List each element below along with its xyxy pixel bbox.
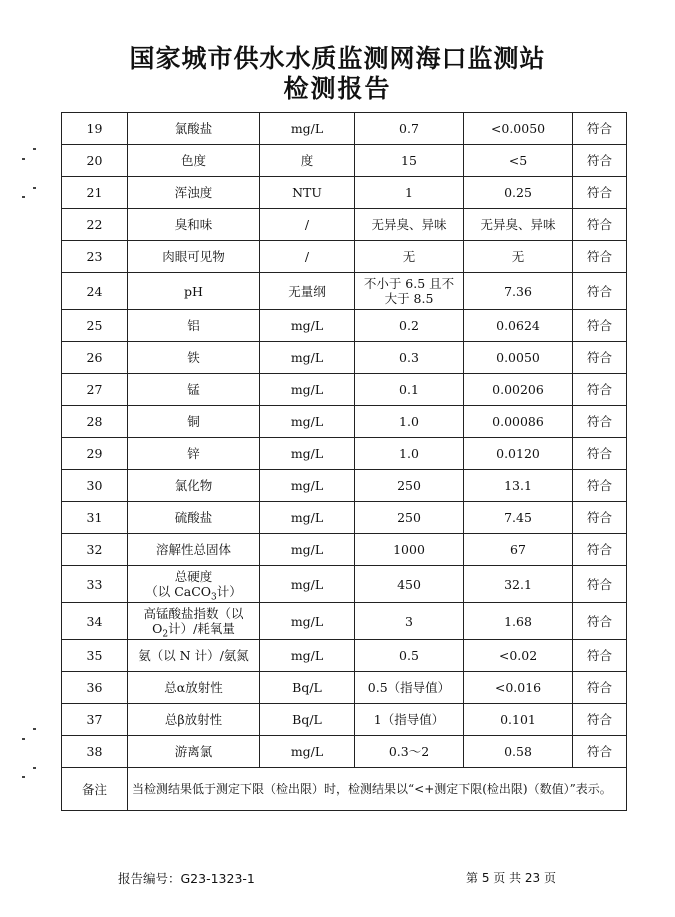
row-number-cell: 38 [62, 736, 128, 768]
limit-value-cell: 0.3～2 [355, 736, 464, 768]
report-title: 检测报告 [283, 74, 392, 103]
table-row [62, 502, 627, 534]
limit-value-cell: 1.0 [355, 438, 464, 470]
unit-cell: mg/L [260, 502, 355, 534]
limit-value-cell: 不小于 6.5 且不大于 8.5 [355, 273, 464, 310]
item-name-cell: 氯化物 [128, 470, 260, 502]
result-value-cell: 1.68 [464, 603, 573, 640]
item-name-text: 计）/耗氧量 [168, 621, 235, 636]
verdict-cell: 符合 [573, 566, 627, 603]
verdict-cell: 符合 [573, 113, 627, 145]
limit-value-cell: 3 [355, 603, 464, 640]
unit-cell: mg/L [260, 438, 355, 470]
note-row [62, 768, 627, 811]
verdict-cell: 符合 [573, 209, 627, 241]
row-number-cell: 22 [62, 209, 128, 241]
result-value-cell: 0.25 [464, 177, 573, 209]
row-number-cell: 26 [62, 342, 128, 374]
row-number-cell: 19 [62, 113, 128, 145]
unit-cell: / [260, 241, 355, 273]
result-value-cell: 无异臭、异味 [464, 209, 573, 241]
scan-mark [22, 738, 25, 740]
unit-cell: mg/L [260, 342, 355, 374]
item-name-cell: pH [128, 273, 260, 310]
row-number-cell: 36 [62, 672, 128, 704]
table-row [62, 374, 627, 406]
result-value-cell: 0.0120 [464, 438, 573, 470]
item-name-cell: 铁 [128, 342, 260, 374]
table-row [62, 209, 627, 241]
row-number-cell: 37 [62, 704, 128, 736]
item-name-cell: 游离氯 [128, 736, 260, 768]
result-value-cell: 0.00086 [464, 406, 573, 438]
unit-cell: Bq/L [260, 672, 355, 704]
limit-value-cell: 250 [355, 470, 464, 502]
limit-value-cell: 无异臭、异味 [355, 209, 464, 241]
table-row [62, 241, 627, 273]
verdict-cell: 符合 [573, 406, 627, 438]
note-label: 备注 [62, 768, 128, 811]
table-row [62, 566, 627, 603]
verdict-cell: 符合 [573, 342, 627, 374]
item-name-cell: 硫酸盐 [128, 502, 260, 534]
row-number-cell: 24 [62, 273, 128, 310]
table-row [62, 736, 627, 768]
row-number-cell: 28 [62, 406, 128, 438]
row-number-cell: 20 [62, 145, 128, 177]
page-indicator: 第 5 页 共 23 页 [466, 871, 556, 885]
unit-cell: mg/L [260, 470, 355, 502]
table-row [62, 672, 627, 704]
result-value-cell: 0.58 [464, 736, 573, 768]
scan-mark [22, 776, 25, 778]
result-value-cell: 0.00206 [464, 374, 573, 406]
scan-mark [33, 148, 36, 150]
unit-cell: mg/L [260, 603, 355, 640]
item-name-cell: 溶解性总固体 [128, 534, 260, 566]
limit-value-cell: 0.5（指导值） [355, 672, 464, 704]
limit-value-cell: 0.2 [355, 310, 464, 342]
station-title: 国家城市供水水质监测网海口监测站 [129, 44, 546, 73]
scan-mark [33, 728, 36, 730]
limit-value-cell: 15 [355, 145, 464, 177]
row-number-cell: 21 [62, 177, 128, 209]
table-row [62, 177, 627, 209]
subscript-text: 3 [211, 592, 217, 603]
limit-value-cell: 0.7 [355, 113, 464, 145]
unit-cell: mg/L [260, 534, 355, 566]
item-name-cell: 铜 [128, 406, 260, 438]
row-number-cell: 34 [62, 603, 128, 640]
limit-value-cell: 1 [355, 177, 464, 209]
verdict-cell: 符合 [573, 672, 627, 704]
item-name-cell: 浑浊度 [128, 177, 260, 209]
unit-cell: mg/L [260, 640, 355, 672]
verdict-cell: 符合 [573, 704, 627, 736]
limit-value-cell: 无 [355, 241, 464, 273]
scan-mark [33, 767, 36, 769]
result-value-cell: 0.101 [464, 704, 573, 736]
item-name-cell [128, 566, 260, 603]
results-table-body [62, 113, 627, 768]
subscript-text: 2 [162, 629, 169, 640]
item-name-text: （以 CaCO [145, 584, 212, 599]
limit-value-cell: 0.1 [355, 374, 464, 406]
report-header [0, 44, 675, 104]
limit-value-cell: 0.5 [355, 640, 464, 672]
result-value-cell: 67 [464, 534, 573, 566]
result-value-cell: 32.1 [464, 566, 573, 603]
item-name-text: 计） [216, 584, 242, 599]
unit-cell: mg/L [260, 566, 355, 603]
unit-cell: NTU [260, 177, 355, 209]
table-row [62, 438, 627, 470]
table-row [62, 406, 627, 438]
row-number-cell: 27 [62, 374, 128, 406]
scan-mark [22, 196, 25, 198]
results-table [61, 112, 627, 811]
result-value-cell: 0.0050 [464, 342, 573, 374]
verdict-cell: 符合 [573, 273, 627, 310]
table-row [62, 273, 627, 310]
item-name-cell: 总β放射性 [128, 704, 260, 736]
verdict-cell: 符合 [573, 241, 627, 273]
result-value-cell: <5 [464, 145, 573, 177]
unit-cell: / [260, 209, 355, 241]
limit-value-cell: 1000 [355, 534, 464, 566]
item-name-line: 高锰酸盐指数（以 [143, 606, 244, 621]
row-number-cell: 29 [62, 438, 128, 470]
unit-cell: mg/L [260, 406, 355, 438]
unit-cell: mg/L [260, 310, 355, 342]
row-number-cell: 32 [62, 534, 128, 566]
item-name-cell: 色度 [128, 145, 260, 177]
result-value-cell: 7.36 [464, 273, 573, 310]
item-name-text: O [152, 621, 163, 636]
row-number-cell: 31 [62, 502, 128, 534]
table-row [62, 534, 627, 566]
row-number-cell: 33 [62, 566, 128, 603]
limit-value-cell: 1.0 [355, 406, 464, 438]
item-name-line [131, 621, 256, 640]
table-row [62, 310, 627, 342]
verdict-cell: 符合 [573, 502, 627, 534]
scan-mark [22, 158, 25, 160]
item-name-cell: 氨（以 N 计）/氨氮 [128, 640, 260, 672]
unit-cell: 度 [260, 145, 355, 177]
unit-cell: mg/L [260, 374, 355, 406]
scan-mark [33, 187, 36, 189]
result-value-cell: <0.0050 [464, 113, 573, 145]
table-row [62, 470, 627, 502]
verdict-cell: 符合 [573, 145, 627, 177]
item-name-line [131, 584, 256, 603]
unit-cell: mg/L [260, 736, 355, 768]
result-value-cell: 0.0624 [464, 310, 573, 342]
row-number-cell: 23 [62, 241, 128, 273]
item-name-cell [128, 603, 260, 640]
table-row [62, 113, 627, 145]
verdict-cell: 符合 [573, 603, 627, 640]
item-name-cell: 肉眼可见物 [128, 241, 260, 273]
unit-cell: 无量纲 [260, 273, 355, 310]
verdict-cell: 符合 [573, 177, 627, 209]
item-name-cell: 铝 [128, 310, 260, 342]
row-number-cell: 30 [62, 470, 128, 502]
item-name-cell: 臭和味 [128, 209, 260, 241]
item-name-cell: 锌 [128, 438, 260, 470]
result-value-cell: <0.02 [464, 640, 573, 672]
result-value-cell: <0.016 [464, 672, 573, 704]
verdict-cell: 符合 [573, 534, 627, 566]
result-value-cell: 无 [464, 241, 573, 273]
table-row [62, 640, 627, 672]
item-name-cell: 氯酸盐 [128, 113, 260, 145]
item-name-line: 总硬度 [174, 569, 213, 584]
verdict-cell: 符合 [573, 374, 627, 406]
row-number-cell: 25 [62, 310, 128, 342]
row-number-cell: 35 [62, 640, 128, 672]
item-name-cell: 总α放射性 [128, 672, 260, 704]
table-row [62, 704, 627, 736]
verdict-cell: 符合 [573, 470, 627, 502]
limit-value-cell: 450 [355, 566, 464, 603]
item-name-cell: 锰 [128, 374, 260, 406]
verdict-cell: 符合 [573, 438, 627, 470]
result-value-cell: 7.45 [464, 502, 573, 534]
verdict-cell: 符合 [573, 640, 627, 672]
note-text: 当检测结果低于测定下限（检出限）时，检测结果以“<+测定下限(检出限)（数值）”表示。 [128, 768, 627, 811]
verdict-cell: 符合 [573, 736, 627, 768]
unit-cell: mg/L [260, 113, 355, 145]
verdict-cell: 符合 [573, 310, 627, 342]
unit-cell: Bq/L [260, 704, 355, 736]
limit-value-cell: 1（指导值） [355, 704, 464, 736]
limit-value-cell: 0.3 [355, 342, 464, 374]
result-value-cell: 13.1 [464, 470, 573, 502]
table-row [62, 145, 627, 177]
limit-value-cell: 250 [355, 502, 464, 534]
table-row [62, 342, 627, 374]
report-number: 报告编号：G23-1323-1 [118, 871, 255, 886]
table-row [62, 603, 627, 640]
